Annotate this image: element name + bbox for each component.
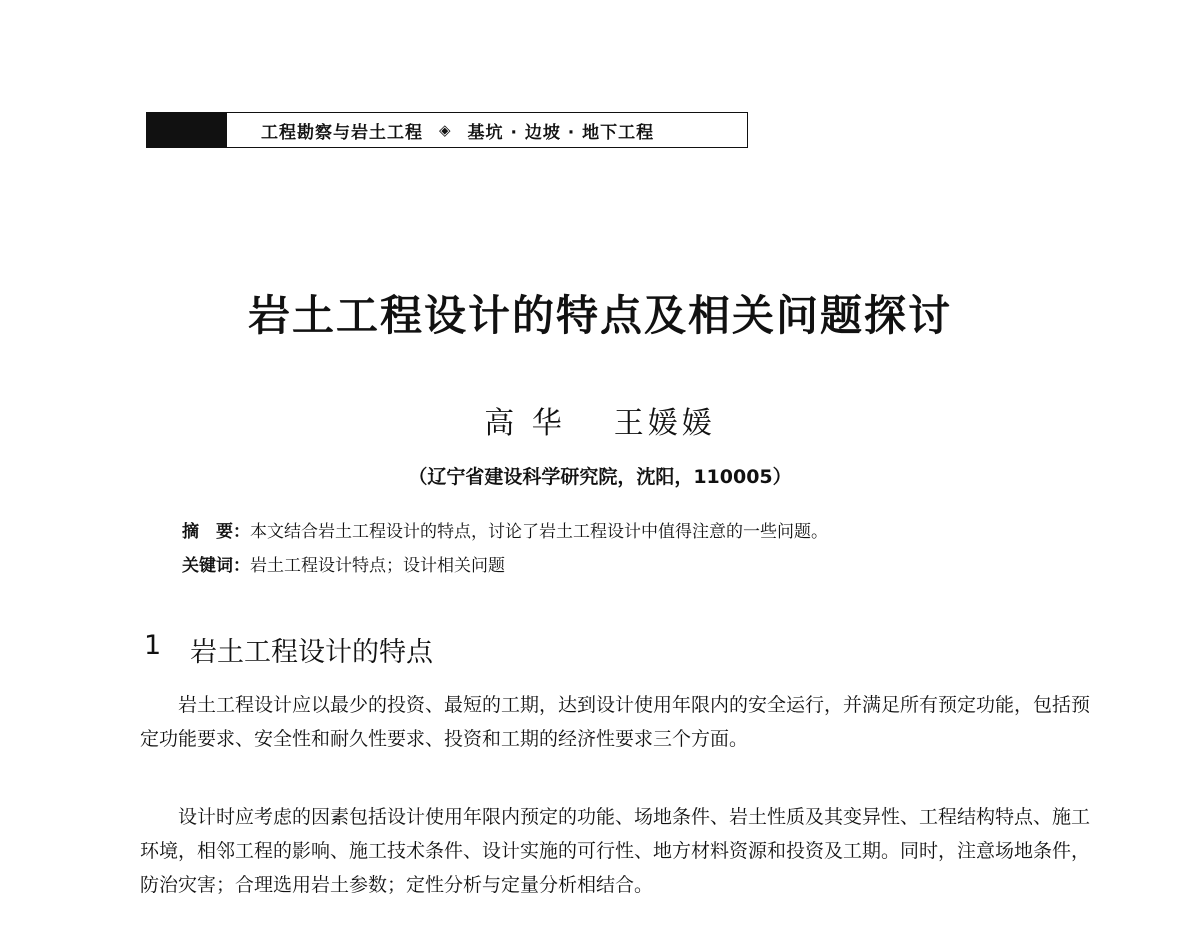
section-name: 基坑 · 边坡 · 地下工程	[467, 122, 655, 143]
section-title: 岩土工程设计的特点	[190, 637, 433, 668]
diamond-separator-icon: ◈	[439, 121, 452, 139]
paper-title: 岩土工程设计的特点及相关问题探讨	[247, 291, 952, 340]
header-text	[261, 118, 654, 143]
keywords-text: 岩土工程设计特点；设计相关问题	[250, 556, 505, 576]
affiliation: （辽宁省建设科学研究院，沈阳，110005）	[408, 466, 792, 488]
abstract-label: 摘 要：	[182, 522, 250, 542]
author-1: 高 华	[484, 406, 566, 441]
author-2: 王媛媛	[613, 406, 716, 441]
paragraph-1: 岩土工程设计应以最少的投资、最短的工期，达到设计使用年限内的安全运行，并满足所有预定功能，包括预定功能要求、安全性和耐久性要求、投资和工期的经济性要求三个方面。	[140, 694, 1091, 750]
section-heading	[144, 630, 433, 669]
authors	[0, 398, 1200, 442]
section-number: 1	[144, 630, 162, 661]
abstract	[182, 517, 828, 542]
keywords	[182, 551, 505, 576]
paragraph-2: 设计时应考虑的因素包括设计使用年限内预定的功能、场地条件、岩土性质及其变异性、工程结构特点、施工环境，相邻工程的影响、施工技术条件、设计实施的可行性、地方材料资源和投资及工期。同时，注意场地条件，防治灾害；合理选用岩土参数；定性分析与定量分析相结合。	[140, 806, 1091, 896]
running-header	[146, 112, 748, 148]
header-black-block	[147, 113, 227, 147]
journal-name: 工程勘察与岩土工程	[261, 122, 423, 143]
keywords-label: 关键词：	[182, 556, 250, 576]
abstract-text: 本文结合岩土工程设计的特点，讨论了岩土工程设计中值得注意的一些问题。	[250, 522, 828, 542]
